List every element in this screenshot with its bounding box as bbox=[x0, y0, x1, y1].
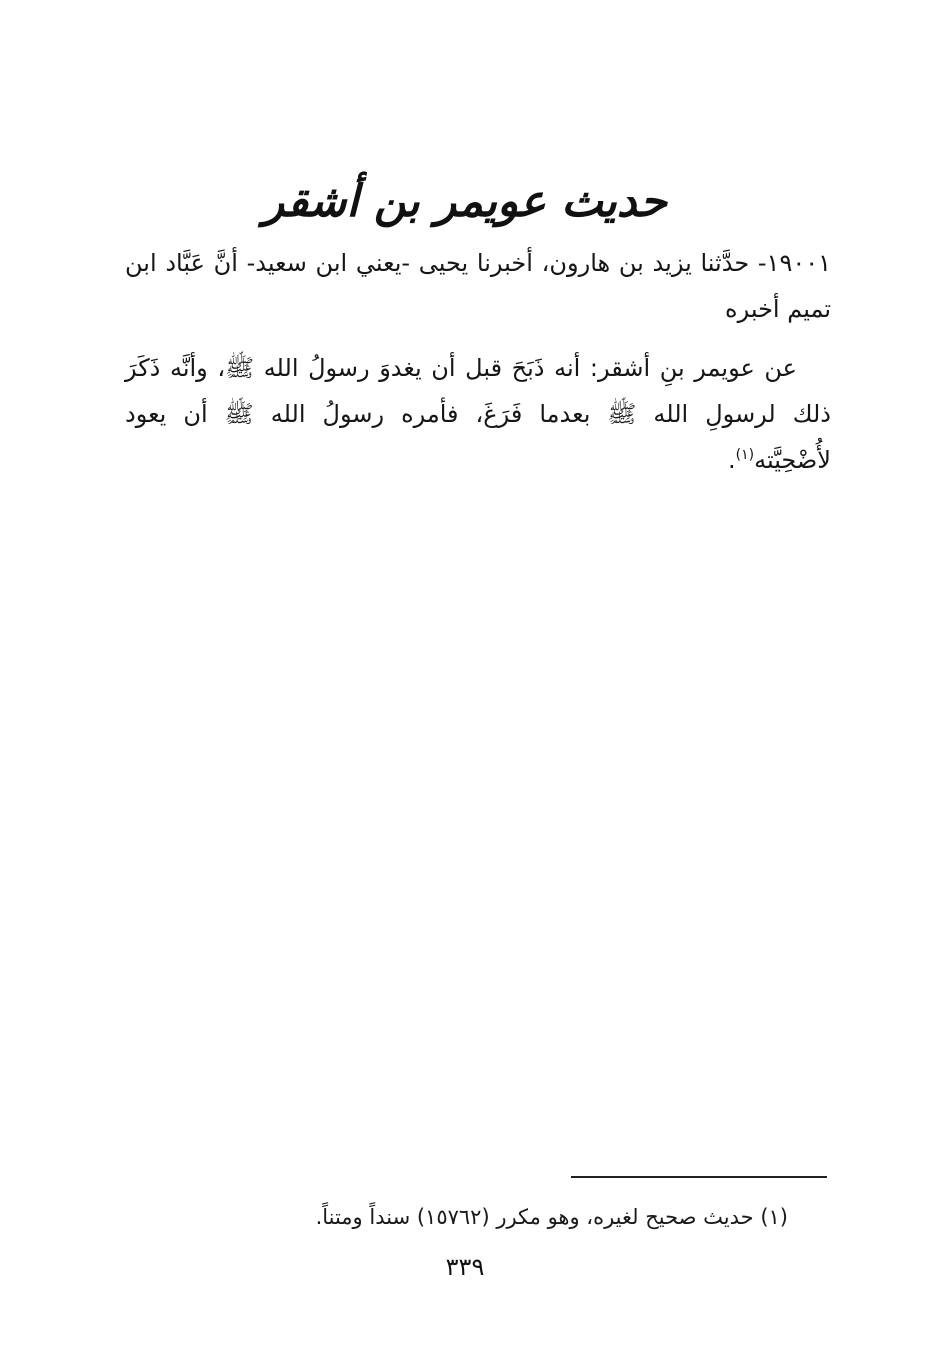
page-number: ٣٣٩ bbox=[445, 1253, 485, 1281]
hadith-matn-paragraph bbox=[125, 345, 831, 483]
footnote-text: (١) حديث صحيح لغيره، وهو مكرر (١٥٧٦٢) سنداً ومتناً. bbox=[315, 1205, 788, 1229]
hadith-isnad: ١٩٠٠١- حدَّثنا يزيد بن هارون، أخبرنا يحيى -يعني ابن سعيد- أنَّ عَبَّاد ابن تميم أخبره bbox=[125, 249, 831, 323]
section-title: حديث عويمر بن أشقر bbox=[262, 176, 667, 227]
hadith-matn: عن عويمر بنِ أشقر: أنه ذَبَحَ قبل أن يغدوَ رسولُ الله ﷺ، وأنَّه ذَكَرَ ذلك لرسولِ الله ﷺ بعدما فَرَغَ، فأمره رسولُ الله ﷺ أن يعود لأُضْحِيَّته bbox=[125, 354, 831, 474]
footnote-divider bbox=[571, 1176, 827, 1178]
footnote-marker: (١) bbox=[735, 447, 755, 463]
end-punctuation: . bbox=[727, 446, 736, 474]
